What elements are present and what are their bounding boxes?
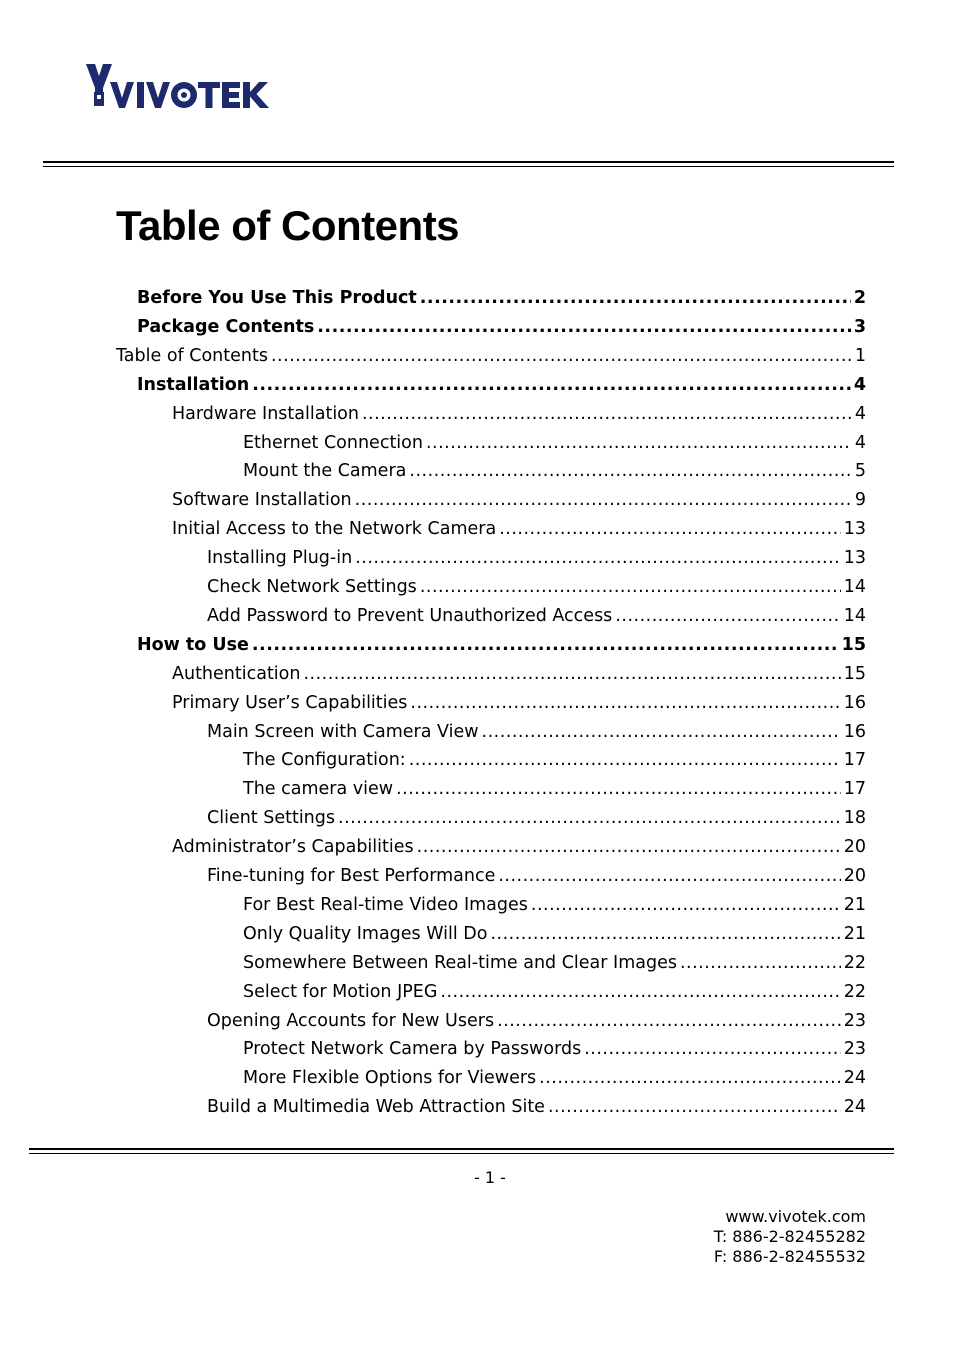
toc-entry[interactable] [207,602,866,631]
toc-entry-page: 23 [843,1010,866,1031]
toc-entry[interactable] [207,718,866,747]
toc-entry[interactable] [116,342,866,371]
toc-entry-title: The Configuration: [243,750,406,771]
toc-entry-leader [615,602,840,631]
toc-entry-title: Opening Accounts for New Users [207,1010,495,1031]
toc-entry-title: How to Use [137,634,249,655]
toc-entry[interactable] [172,660,866,689]
toc-entry-page: 15 [841,634,866,655]
toc-entry-page: 13 [843,519,866,540]
toc-entry[interactable] [243,746,866,775]
toc-entry-page: 5 [854,461,866,482]
toc-entry-page: 9 [854,490,866,511]
toc-entry[interactable] [207,573,866,602]
toc-entry-leader [338,804,841,833]
toc-entry-title: More Flexible Options for Viewers [243,1068,537,1089]
toc-entry[interactable] [243,457,866,486]
toc-entry-page: 23 [843,1039,866,1060]
toc-entry-leader [531,891,841,920]
toc-entry-page: 4 [854,403,866,424]
toc-entry[interactable] [137,284,866,313]
toc-entry-title: Somewhere Between Real-time and Clear Images [243,952,677,973]
toc-entry[interactable] [207,862,866,891]
toc-entry-leader [498,862,840,891]
toc-entry[interactable] [137,371,866,400]
toc-entry-leader [355,544,841,573]
toc-entry-page: 15 [843,663,866,684]
toc-entry[interactable] [137,631,866,660]
toc-entry-page: 17 [843,779,866,800]
footer-rule [29,1148,894,1150]
toc-entry[interactable] [172,515,866,544]
phone-number: T: 886-2-82455282 [713,1227,866,1246]
toc-entry-leader [410,689,840,718]
toc-entry-leader [362,400,852,429]
toc-entry-page: 13 [843,548,866,569]
toc-entry-leader [271,342,852,371]
toc-entry-leader [539,1064,841,1093]
toc-entry-leader [303,660,840,689]
toc-entry-title: Package Contents [137,316,315,337]
toc-entry-leader [317,313,851,342]
toc-entry[interactable] [243,775,866,804]
toc-entry-page: 4 [853,374,866,395]
toc-entry-page: 3 [853,316,866,337]
toc-entry-leader [420,284,851,313]
toc-entry-page: 20 [843,866,866,886]
toc-entry-leader [548,1093,841,1122]
toc-entry-title: Installation [137,374,250,395]
toc-entry-title: Protect Network Camera by Passwords [243,1039,582,1060]
toc-entry-title: Only Quality Images Will Do [243,923,488,944]
toc-entry-page: 20 [843,837,866,858]
toc-entry-title: Authentication [172,663,301,684]
toc-entry[interactable] [243,891,866,920]
toc-entry-leader [680,949,841,978]
toc-entry[interactable] [207,1093,866,1122]
toc-entry-title: Select for Motion JPEG [243,981,438,1002]
toc-entry-page: 24 [843,1097,866,1118]
toc-entry-title: Build a Multimedia Web Attraction Site [207,1097,545,1118]
toc-entry-page: 2 [853,288,866,308]
toc-entry-page: 22 [843,981,866,1002]
toc-entry-leader [497,1007,841,1036]
toc-entry[interactable] [137,313,866,342]
toc-entry[interactable] [172,833,866,862]
toc-entry-leader [252,631,839,660]
fax-number: F: 886-2-82455532 [713,1247,866,1266]
toc-entry-leader [584,1035,841,1064]
toc-entry-title: Software Installation [172,490,352,511]
toc-entry[interactable] [243,949,866,978]
toc-entry-page: 21 [843,923,866,944]
toc-entry[interactable] [243,1035,866,1064]
toc-entry-page: 17 [843,750,866,771]
vivotek-logo-mark [86,62,292,114]
toc-entry-title: Client Settings [207,808,336,829]
toc-entry-title: Mount the Camera [243,461,407,482]
toc-entry-page: 14 [843,605,866,626]
toc-entry-page: 21 [843,894,866,915]
toc-entry-title: Check Network Settings [207,577,417,597]
toc-entry[interactable] [172,400,866,429]
toc-entry-leader [396,775,841,804]
toc-entry-leader [482,718,841,747]
toc-entry-title: Table of Contents [116,345,268,366]
toc-entry-leader [252,371,851,400]
toc-entry-title: Hardware Installation [172,403,359,424]
toc-entry-title: Administrator’s Capabilities [172,837,414,858]
toc-entry-leader [417,833,841,862]
toc-entry-page: 16 [843,692,866,713]
toc-entry-leader [499,515,841,544]
vivotek-logo [86,62,292,114]
toc-entry[interactable] [172,486,866,515]
page-title: Table of Contents [116,202,460,249]
website-link[interactable]: www.vivotek.com [725,1207,866,1226]
toc-entry-leader [440,978,840,1007]
toc-entry-page: 14 [843,577,866,597]
header-rule [43,161,894,163]
toc-entry-title: Before You Use This Product [137,288,417,308]
toc-entry-leader [420,573,841,602]
contact-block [714,1207,866,1267]
toc-entry[interactable] [207,804,866,833]
toc-entry-leader [426,429,852,458]
toc-entry[interactable] [172,689,866,718]
toc-entry-page: 4 [854,432,866,453]
toc-entry-title: Ethernet Connection [243,432,423,453]
toc-entry-leader [490,920,840,949]
toc-entry-leader [409,457,851,486]
toc-entry-title: Installing Plug-in [207,548,353,569]
toc-entry-title: The camera view [243,779,394,800]
toc-entry-page: 1 [854,345,866,366]
toc-entry-page: 24 [843,1068,866,1089]
toc-entry[interactable] [207,544,866,573]
toc-entry[interactable] [243,920,866,949]
toc-entry-page: 16 [843,721,866,742]
toc-entry-page: 18 [843,808,866,829]
toc-entry-title: Add Password to Prevent Unauthorized Access [207,605,613,626]
toc-entry-title: Main Screen with Camera View [207,721,479,742]
toc-entry-title: Fine-tuning for Best Performance [207,866,496,886]
toc-entry[interactable] [243,1064,866,1093]
toc-entry[interactable] [207,1007,866,1036]
toc-entry-leader [409,746,841,775]
toc-entry-title: Primary User’s Capabilities [172,692,408,713]
toc-entry-leader [355,486,852,515]
toc-entry-title: For Best Real-time Video Images [243,894,528,915]
page-number: - 1 - [474,1168,506,1187]
footer-rule-thin [29,1153,894,1154]
toc-entry[interactable] [243,429,866,458]
toc-entry-page: 22 [843,952,866,973]
toc-entry-title: Initial Access to the Network Camera [172,519,497,540]
toc-entry[interactable] [243,978,866,1007]
header-rule-thin [43,166,894,167]
